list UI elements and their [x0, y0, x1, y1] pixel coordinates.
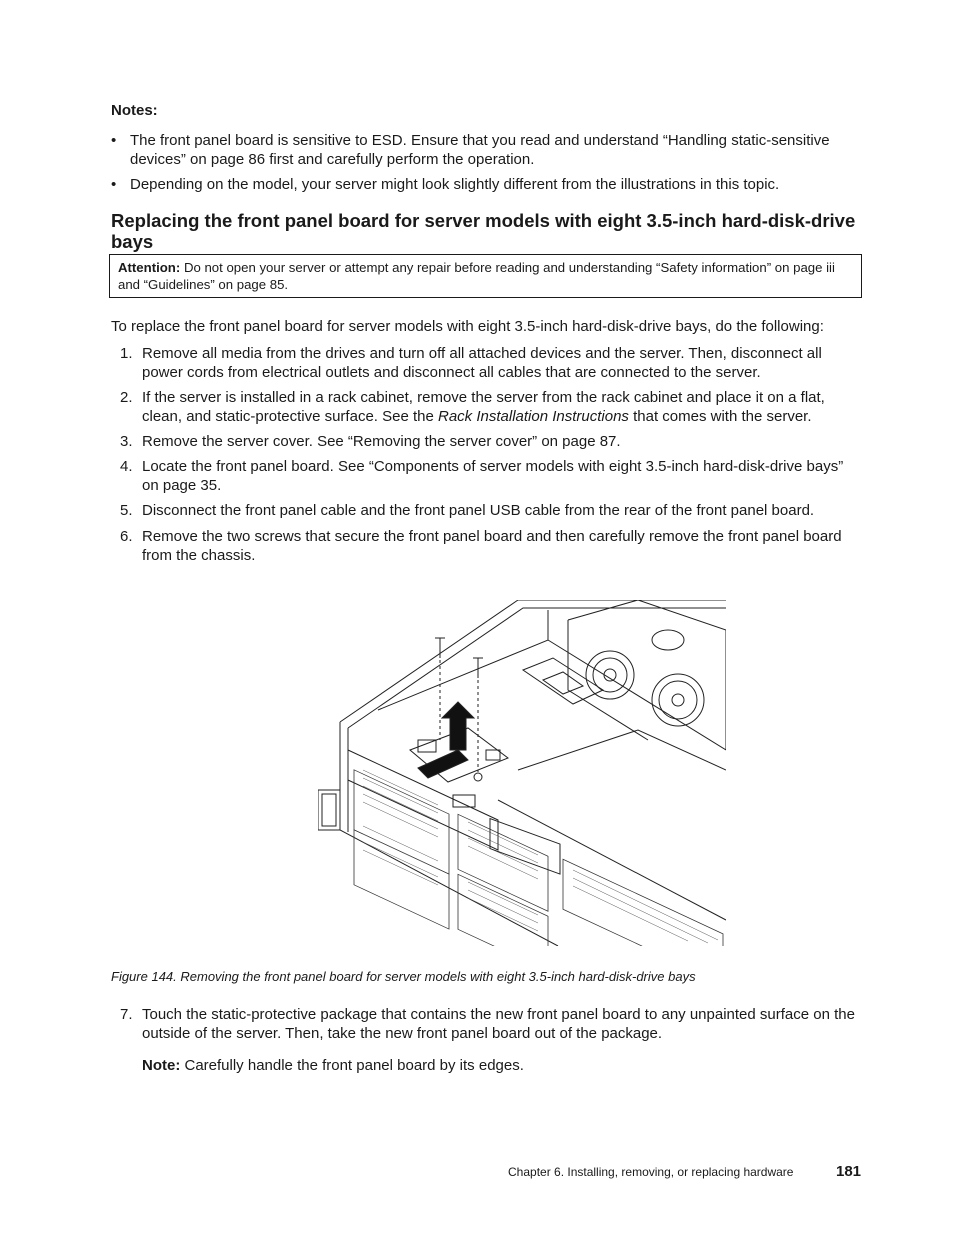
- step-number: 7.: [120, 1006, 133, 1023]
- bullet-marker: •: [111, 132, 117, 149]
- attention-box: [109, 254, 862, 298]
- section-heading: Replacing the front panel board for server models with eight 3.5-inch hard-disk-drive bays: [111, 210, 856, 252]
- procedure-step: [111, 1005, 863, 1043]
- note-text: Carefully handle the front panel board by its edges.: [184, 1057, 524, 1074]
- procedure-step: [111, 527, 863, 565]
- page-number: 181: [836, 1163, 862, 1180]
- step-number: 4.: [120, 458, 133, 475]
- step-text-end: that comes with the server.: [628, 408, 812, 425]
- step-number: 2.: [120, 389, 133, 406]
- procedure-step: [111, 344, 863, 382]
- step-number: 1.: [120, 345, 133, 362]
- step-note: [142, 1057, 524, 1074]
- procedure-step: [111, 501, 863, 520]
- figure-caption: Figure 144. Removing the front panel board for server models with eight 3.5-inch hard-disk-drive bays: [111, 969, 696, 984]
- note-text: Depending on the model, your server might look slightly different from the illustrations in this topic.: [130, 176, 780, 193]
- step-text: Touch the static-protective package that contains the new front panel board to any unpainted surface on the outside of the server. Then, take the new front panel board out of the package.: [142, 1006, 855, 1042]
- step-number: 6.: [120, 528, 133, 545]
- page-footer-chapter: Chapter 6. Installing, removing, or replacing hardware: [508, 1165, 794, 1179]
- note-label: Note:: [142, 1057, 181, 1074]
- step-number: 3.: [120, 433, 133, 450]
- bullet-marker: •: [111, 176, 117, 193]
- procedure-step: [111, 457, 863, 495]
- note-text: The front panel board is sensitive to ESD. Ensure that you read and understand “Handling static-sensitive devices” on page 86 first and carefully perform the operation.: [130, 132, 830, 168]
- step-text: Remove all media from the drives and turn off all attached devices and the server. Then, disconnect all power cords from electrical outlets and disconnect all cables that are connected to the server.: [142, 345, 822, 381]
- step-text: Disconnect the front panel cable and the front panel USB cable from the rear of the front panel board.: [142, 502, 815, 519]
- step-text: Locate the front panel board. See “Components of server models with eight 3.5-inch hard-disk-drive bays” on page 35.: [142, 458, 844, 494]
- step-text: Remove the two screws that secure the front panel board and then carefully remove the front panel board from the chassis.: [142, 528, 842, 564]
- procedure-intro: To replace the front panel board for server models with eight 3.5-inch hard-disk-drive bays, do the following:: [111, 318, 824, 335]
- step-text: [142, 388, 863, 426]
- notes-list-item: [111, 131, 863, 169]
- rack-instructions-title: Rack Installation Instructions: [438, 408, 629, 425]
- server-front-panel-illustration: [318, 600, 726, 946]
- attention-text: Do not open your server or attempt any repair before reading and understanding “Safety information” on page iii and “Guidelines” on page 85.: [118, 260, 835, 292]
- step-text-start: If the server is installed in a rack cabinet, remove the server from the rack cabinet and place it on a flat, clean, and static-protective surface. See the: [142, 389, 825, 425]
- procedure-step: [111, 432, 863, 451]
- attention-label: Attention:: [118, 260, 181, 275]
- procedure-step: [111, 388, 863, 426]
- step-text: Remove the server cover. See “Removing the server cover” on page 87.: [142, 433, 621, 450]
- notes-heading: Notes:: [111, 102, 158, 119]
- step-number: 5.: [120, 502, 133, 519]
- notes-list-item: [111, 175, 863, 194]
